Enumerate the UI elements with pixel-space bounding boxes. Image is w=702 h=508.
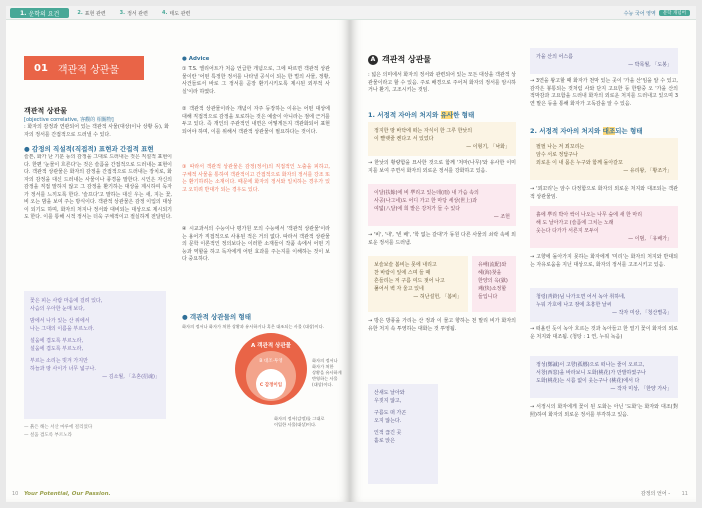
section-body-expression: 슬픈, 화가 난 기분 등의 감정을 그대로 드러내는 것은 직설적 표현이다. 한편 '눈물이 흐른다'는 것은 슬픔을 간접적으로 드러내는 표현이다. 객관적 상관물은 화자의 감정을 간접적으로 드러내는 장치로, 화자의 감정을 대신 드러내는 사물이나 풍경을 말한다. 시인은 자신의 감정을 직접 말하지 않고 그 감정을 환기하는 대상을 제시하여 독자가 정서를 느끼도록 한다. '슬프다'고 말하는 대신 우는 새, 지는 꽃, 비 오는 밤을 보여 주는 방식이다. 객관적 상관물은 감정 이입의 대상이 되기도 하며, 화자의 처지나 정서와 대비되는 대상으로 제시되기도 한다. 이를 통해 시적 정서는 더욱 구체적이고 절실하게 전달된다. bbox=[24, 154, 172, 220]
side-line: 헤(海)찾을 bbox=[478, 270, 502, 276]
advice-paragraph-4: ④ 시교과서의 수능이나 평가원 모의 수능에서 '객관적 상관물'이라는 용어가 직접적으로 사용된 적은 거의 없다. 따라서 객관적 상관물의 문학 이론적인 정의보다는 이러한 소재들이 작품 속에서 어떤 기능과 역할을 하고 독자에게 어떤 효과를 주는지를 이해하는 것이 보다 중요하다. bbox=[182, 226, 330, 262]
quote-box-1 bbox=[368, 122, 516, 156]
quote-source: — 박목월, 「도봉」 bbox=[628, 62, 672, 68]
quote-source: — 조헌 bbox=[493, 214, 510, 220]
poem-line: 하늘과 땅 사이가 너무 넓구나. bbox=[30, 366, 96, 372]
diagram-title: ● 객관적 상관물의 형태 bbox=[182, 313, 251, 321]
subsection-contrast-heading bbox=[530, 126, 643, 135]
poem-line: 밤에서 나가 있는 산 위에서 bbox=[30, 318, 90, 324]
page-number-right: 11 bbox=[681, 491, 688, 497]
outer-label: A 객관적 상관물 bbox=[251, 343, 291, 349]
section-a-heading bbox=[368, 54, 431, 65]
inner-label: C 감정이입 bbox=[259, 383, 283, 388]
subsection-title: 2. 서정적 자아의 처지와 bbox=[530, 127, 603, 135]
poem-source: — 김소월, 「초혼(招魂)」 bbox=[102, 374, 160, 380]
quote-line: 정성(鄭誠)이 고향(孤鄕)으로 떠나는 줄이 오르고, bbox=[536, 362, 645, 368]
banner-title: 객관적 상관물 bbox=[57, 64, 120, 76]
quote-source: — 이범, 「유배가」 bbox=[628, 236, 672, 242]
chapter-tabs bbox=[10, 8, 196, 18]
tab-num: 1. bbox=[20, 9, 27, 17]
quote-line: 오지 않는다. bbox=[374, 418, 402, 424]
tab-label: 정서 관련 bbox=[127, 10, 148, 17]
quote-box-5 bbox=[530, 48, 678, 74]
poem-note-2: — 설움 겹도록 부르노라 bbox=[24, 433, 72, 438]
quote-line: 도화(桃花)는 시름 없이 웃는구나 (桃花)에서 다 bbox=[536, 378, 640, 384]
quote-line: 암수 서로 정답구나 bbox=[536, 152, 578, 158]
footer-tag: 감정의 언어 - bbox=[640, 491, 670, 497]
advice-label: ● Advice bbox=[182, 56, 210, 62]
tab-label: 표현 관련 bbox=[84, 10, 106, 17]
quote-note-3: → 방은 방풍을 가리는 산 정과 이 물고 향하는 천 말리 비가 화자의 유한 처지 속 투영하는 대화는 것 투영됨. bbox=[368, 318, 516, 332]
tab-1[interactable] bbox=[10, 8, 69, 18]
quote-source: — 유리왕, 「황조가」 bbox=[623, 168, 672, 174]
quote-line: 이달(扶餘)에 비 뿌리고 있는데(雨) 내 가슴 속의 bbox=[374, 190, 479, 196]
quote-box-4 bbox=[368, 384, 438, 484]
section-heading-expression: ● 감정의 직설적(직접적) 표현과 간접적 표현 bbox=[24, 145, 154, 153]
quote-line: 흙에 뿌리 박아 싹이 나오는 나무 숲에 새 한 마리 bbox=[536, 212, 643, 218]
advice-paragraph-3: ③ 따라서 객관적 상관물은 감정(정서)의 직접적인 노출을 피하고, 구체적 사물을 통하여 객관적이고 간접적으로 화자의 정서를 강조 또는 환기하려는 소재이다. 때문에 화자의 정서와 일치하는 경우가 있고 오히려 반대가 되는 경우도 있다. bbox=[182, 164, 330, 193]
definition-subtitle: [objective correlative, 客觀的 相關物] bbox=[24, 117, 114, 123]
section-a-title: 객관적 상관물 bbox=[382, 55, 432, 64]
quote-box-2 bbox=[368, 184, 516, 226]
side-line: 쾌(快)소정할 bbox=[478, 286, 507, 292]
poem-line: 꽃은 피는 사람 마음에 걸려 있다, bbox=[30, 298, 103, 304]
quote-line: 홀로 앉은 bbox=[374, 438, 395, 444]
diagram-note-left: 화자의 정서나 화자가 처한 상황과 유사하거나 혹은 대조되는 사물 (대상)이다. bbox=[182, 324, 324, 329]
page-number-left: 10 bbox=[12, 491, 19, 497]
poem-excerpt-box bbox=[24, 291, 166, 419]
tab-label: 운학의 요건 bbox=[28, 10, 60, 18]
definition-title: 객관적 상관물 bbox=[24, 107, 68, 115]
quote-note-8: → 떠올린 듯이 녹아 흐르는 것과 녹아들고 한 열기 꽃이 화자의 외로운 처지와 대조됨. (청탕 : 1 연, 누워 녹음) bbox=[530, 326, 678, 340]
tab-num: 3. bbox=[119, 10, 126, 16]
tab-4[interactable] bbox=[156, 8, 196, 18]
quote-line: 인적 끊긴 곳 bbox=[374, 430, 402, 436]
side-line: 유배(流配)와 bbox=[478, 262, 507, 268]
quote-line: 가을 산의 어스름 bbox=[536, 54, 573, 60]
side-line: 들입니다 bbox=[478, 294, 498, 300]
poem-line: 나는 그대의 이름을 부르노라. bbox=[30, 326, 95, 332]
quote-box-9 bbox=[530, 356, 678, 398]
quote-line: 웃는다 다가가 서른지 모두이 bbox=[536, 228, 599, 234]
poem-note-1: — 붉은 해는 서산 마루에 걸리었다 bbox=[24, 425, 93, 430]
quote-line: 보슬보슬 봄비는 못에 내리고 bbox=[374, 262, 437, 268]
quote-line: 서창(西窓)을 바라보니 도화(桃花)가 만발하였구나 bbox=[536, 370, 646, 376]
quote-line: 구름도 떠 가곤 bbox=[374, 410, 407, 416]
quote-source: — 이형기, 「낙화」 bbox=[466, 144, 510, 150]
quote-line: 이 빨랫줄 켄다고 서 있었다 bbox=[374, 136, 434, 142]
correlative-diagram bbox=[234, 332, 308, 406]
section-letter-badge: A bbox=[368, 55, 378, 65]
quote-line: 흔들리는 저 구름 여드 젖어 나고 bbox=[374, 278, 445, 284]
quote-line: 누워 가호에 나고 잠에 초흥한 날씨 bbox=[536, 302, 612, 308]
quote-line: 찬 바람이 잎에 스며 들 때 bbox=[374, 270, 431, 276]
quote-line: 청렁(靑鈴)님 나가오면 어서 녹아 취하네, bbox=[536, 294, 626, 300]
running-header bbox=[624, 8, 690, 18]
quote-note-9: → 서정시의 화자에게 꽃이 된 도화는 아닌 '도화'는 화자와 대조(對照)하여 화자의 외로운 정서를 부각하고 있음. bbox=[530, 404, 678, 418]
diagram-note-right-1: 화자의 정서나 화자가 처한 상황을 유사하게 반영하는 사물 (대상)이다. bbox=[312, 358, 342, 387]
quote-box-7 bbox=[530, 206, 678, 248]
tab-label: 태도 관련 bbox=[169, 10, 191, 17]
quote-line: 정지한 땅 바닥에 떠는 자식이 한 그루 한낮의 bbox=[374, 128, 473, 134]
poem-line: 부르는 소리는 빗겨 가지만 bbox=[30, 358, 88, 364]
quote-line: 우짖지 않고, bbox=[374, 398, 402, 404]
quote-line: 외로운 이 내 몸은 누구와 함께 돌아갈꼬 bbox=[536, 160, 623, 166]
right-page bbox=[350, 6, 696, 502]
diagram-note-right-2: 화자의 정서(감정)를 그대로 이입한 사물(대상)이다. bbox=[274, 416, 325, 427]
advice-paragraph-2: ② 객관적 상관물이라는 개념이 자주 등장하는 이유는 어떤 대상에 대해 직접적으로 감정을 토로하는 것은 예술이 아니라는 점에 근거를 두고 있다. 즉 개인의 주관적인 내면은 어떻게든지 객관화되어 표현되어야 하며, 이를 위해서 객관적 상관물이 필요하다는 것이다. bbox=[182, 106, 330, 135]
quote-line: 여덟(八달)에 희 밭은 강처가 들 수 있다 bbox=[374, 206, 461, 212]
quote-side-box bbox=[472, 256, 516, 312]
tab-num: 4. bbox=[161, 10, 168, 16]
quote-note-5: → 3연을 왕고할 때 화자가 천막 있는 곳이 '가을 산'임을 알 수 있고, 감각은 봉통되는 것처럼 사와 단지 고요한 등 한밤중 오 '가을 산의 적막감과 고요함을 드러내 화자의 외로운 처지를 드러내고 있으며 3연 말은 등을 통해 화자가 고독감을 알 수 있음. bbox=[530, 78, 678, 107]
middle-label: B 대조·투영 bbox=[259, 359, 283, 364]
tab-num: 2. bbox=[77, 10, 83, 16]
subsection-highlight: 대조 bbox=[602, 127, 616, 135]
subsection-highlight: 유사 bbox=[440, 111, 454, 119]
quote-line: 사공(나그네)도 어디 가고 한 마당 세상(世上)과 bbox=[374, 198, 478, 204]
left-page bbox=[6, 6, 350, 502]
advice-paragraph-1: ① T.S. 엘리어트가 처음 언급한 개념으로, 그에 따르면 객관적 상관물이란 '어떤 특정한 정서를 나타낼 공식이 되는 한 벌의 사물, 정황, 사건들로서 바로 그 정서를 곧장 환기시키도록 제시된 외부적 사실'이라 하였다. bbox=[182, 66, 330, 95]
subsection-tail: 되는 형태 bbox=[615, 127, 643, 135]
quote-source: — 허난설헌, 「봄비」 bbox=[413, 294, 462, 300]
banner-number: 01 bbox=[34, 62, 48, 74]
running-header-title: 수능 국어 영역 bbox=[623, 10, 656, 17]
tab-3[interactable] bbox=[114, 8, 154, 18]
quote-box-6 bbox=[530, 138, 678, 180]
running-header-badge: 문학 개념어 bbox=[659, 10, 690, 16]
quote-note-2: → '비', '내', '빈 배', '학 없는 갈대'가 동원 다른 사물의 쇠락 속에 외로운 정서를 드러냄. bbox=[368, 232, 516, 246]
poem-line: 설움에 겹도록 부르노라, bbox=[30, 338, 84, 344]
quote-line: 해 도 날아가고 (슬픔에 그치는 노래 bbox=[536, 220, 614, 226]
footer-slogan: Your Potential, Our Passion. bbox=[24, 491, 111, 497]
poem-line: 설움에 겹도록 부르노라, bbox=[30, 346, 84, 352]
quote-line: 펄펄 나는 저 꾀꼬리는 bbox=[536, 144, 585, 150]
quote-note-7: → 고향에 돌아가지 못하는 화자에게 '미리'는 화자의 처지와 반대되는 자유로움을 지닌 대상으로, 화자의 정서를 고조시키고 있음. bbox=[530, 254, 678, 268]
quote-source: — 작자 미상, 「청산별곡」 bbox=[612, 310, 672, 316]
quote-note-6: → '꾀꼬리'는 암수 다정함으로 화자의 외로운 처지와 대조되는 객관적 상관물임. bbox=[530, 186, 678, 200]
quote-line: 풀어서 벽 자 울고 있네 bbox=[374, 286, 424, 292]
quote-note-1: → 한낮의 황량함을 묘사한 것으로 함께 '처마(나무)'와 유사한 이미지를 보여 주면서 화자의 외로운 정서를 강화하고 있음. bbox=[368, 160, 516, 174]
chapter-title-banner bbox=[24, 56, 144, 80]
quote-box-3 bbox=[368, 256, 468, 312]
section-a-intro: : 넓은 의미에서 화자의 정서와 관련되어 있는 모든 대상을 객관적 상관물이라고 할 수 있음. 주로 배경으로 주어져 화자의 정서를 암시하거나 환기, 고조시키는 것임. bbox=[368, 72, 516, 93]
poem-line: 사슴의 우아한 눈매 보다, bbox=[30, 306, 85, 312]
quote-line: 산새도 날아와 bbox=[374, 390, 405, 396]
subsection-tail: 한 형태 bbox=[453, 111, 475, 119]
side-line: 한양의 옥(獄) bbox=[478, 278, 508, 284]
tab-2[interactable] bbox=[71, 8, 111, 18]
subsection-similar-heading bbox=[368, 110, 474, 119]
quote-box-8 bbox=[530, 288, 678, 322]
subsection-title: 1. 서정적 자아의 처지와 bbox=[368, 111, 441, 119]
quote-source: — 작자 미상, 「한양 가사」 bbox=[610, 386, 672, 392]
definition-body: : 화자의 감정과 연관되어 있는 객관적 사물(대상)이나 상황 등), 화자의 정서를 간접적으로 드러낼 수 있다. bbox=[24, 124, 169, 138]
